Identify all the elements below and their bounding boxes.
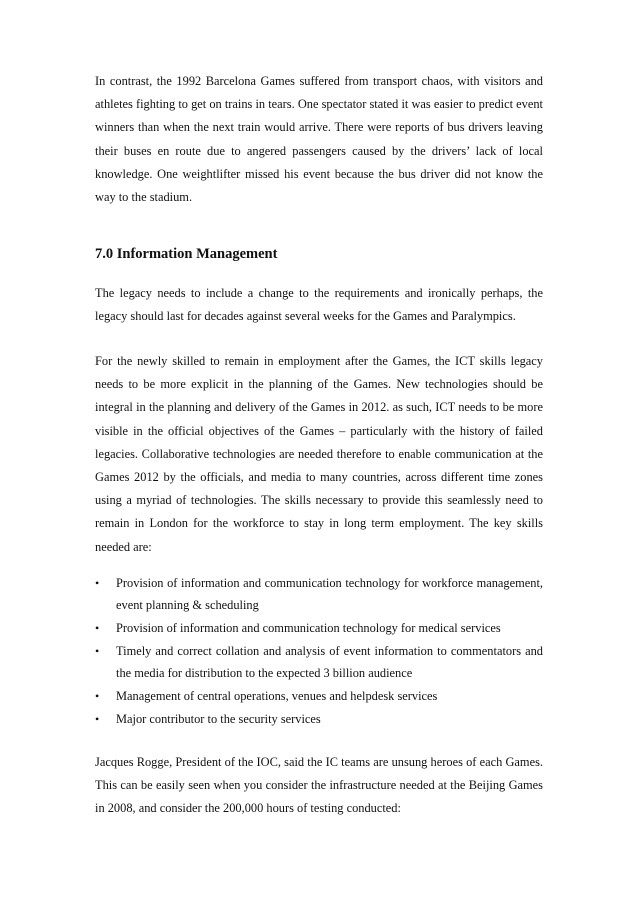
list-item-text: Provision of information and communication technology for medical services	[116, 621, 501, 635]
list-item	[95, 617, 543, 639]
bullet-icon: •	[95, 689, 100, 703]
list-item-text: Provision of information and communication technology for workforce management, event planning & scheduling	[116, 576, 543, 612]
list-item-text: Major contributor to the security services	[116, 712, 321, 726]
section-heading: 7.0 Information Management	[95, 246, 278, 262]
list-item	[95, 640, 543, 684]
paragraph-rogge-quote: Jacques Rogge, President of the IOC, said the IC teams are unsung heroes of each Games. This can be easily seen when you consider the infrastructure needed at the Beijing Games in 2008, and consider the 200,000 hours of testing conducted:	[95, 755, 543, 816]
paragraph-barcelona-transport: In contrast, the 1992 Barcelona Games suffered from transport chaos, with visitors and athletes fighting to get on trains in tears. One spectator stated it was easier to predict event winners than when the next train would arrive. There were reports of bus drivers leaving their buses en route due to angered passengers caused by the drivers’ lack of local knowledge. One weightlifter missed his event because the bus driver did not know the way to the stadium.	[95, 74, 543, 205]
list-item	[95, 572, 543, 616]
bullet-icon: •	[95, 576, 100, 590]
bullet-icon: •	[95, 712, 100, 726]
list-item	[95, 708, 543, 730]
paragraph-legacy-requirements: The legacy needs to include a change to the requirements and ironically perhaps, the legacy should last for decades against several weeks for the Games and Paralympics.	[95, 286, 543, 324]
list-item-text: Timely and correct collation and analysis of event information to commentators and the media for distribution to the expected 3 billion audience	[116, 644, 543, 680]
list-item	[95, 685, 543, 707]
paragraph-ict-skills-legacy: For the newly skilled to remain in employment after the Games, the ICT skills legacy needs to be more explicit in the planning of the Games. New technologies should be integral in the planning and delivery of the Games in 2012. as such, ICT needs to be more visible in the official objectives of the Games – particularly with the history of failed legacies. Collaborative technologies are needed therefore to enable communication at the Games 2012 by the officials, and media to many countries, across different time zones using a myriad of technologies. The skills necessary to provide this seamlessly need to remain in London for the workforce to stay in long term employment. The key skills needed are:	[95, 354, 543, 554]
key-skills-list	[95, 572, 543, 731]
list-item-text: Management of central operations, venues and helpdesk services	[116, 689, 438, 703]
bullet-icon: •	[95, 644, 100, 658]
bullet-icon: •	[95, 621, 100, 635]
